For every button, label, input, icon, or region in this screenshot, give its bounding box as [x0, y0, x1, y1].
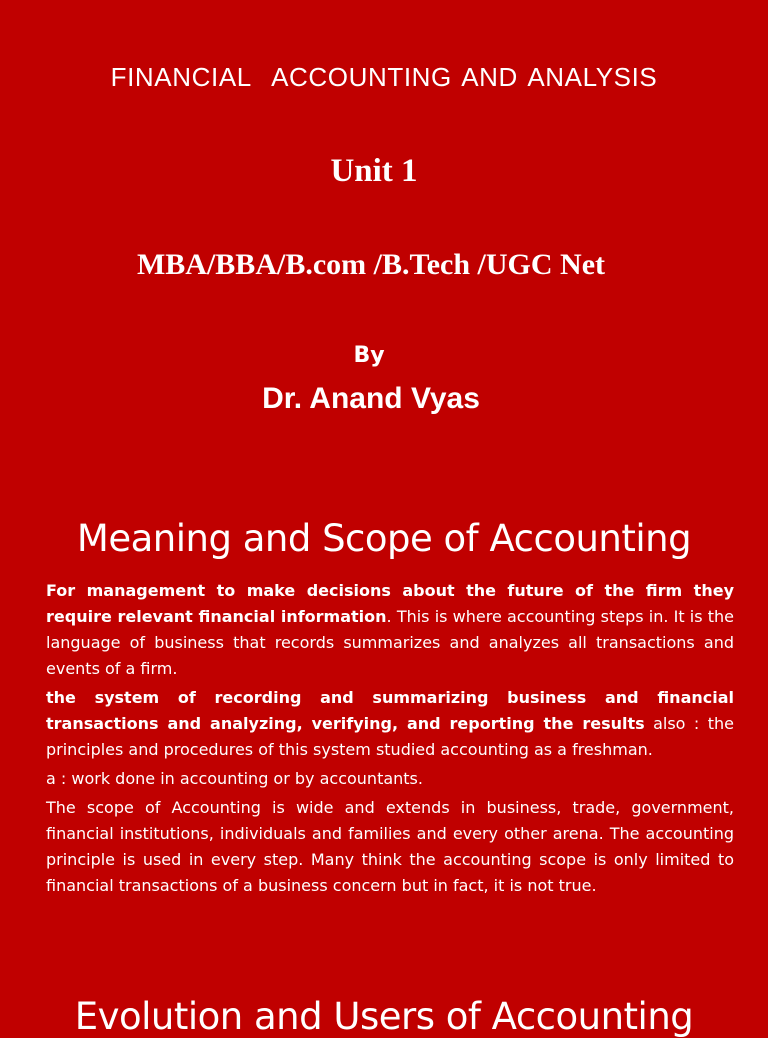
unit-label: Unit 1 [330, 153, 418, 189]
paragraph-1-bold: For management to make decisions about the future of the firm they require relevant financial information [46, 581, 734, 626]
paragraph-1-rest: . This is where accounting steps in. It is the language of business that records summarizes and analyzes all transactions and events of a firm. [46, 607, 734, 678]
paragraph-2-rest: also : the principles and procedures of this system studied accounting as a freshman. [46, 714, 735, 759]
paragraph-2-bold: the system of recording and summarizing business and financial transactions and analyzing, verifying, and reporting the results [46, 688, 734, 733]
next-section-heading: Evolution and Users of Accounting [74, 995, 694, 1038]
paragraph-2 [46, 685, 734, 763]
paragraph-1 [46, 578, 734, 682]
paragraph-4: The scope of Accounting is wide and extends in business, trade, government, financial institutions, individuals and families and every other arena. The accounting principle is used in every step. Many think the accounting scope is only limited to financial transactions of a business concern but in fact, it is not true. [46, 798, 734, 895]
section-body [46, 578, 734, 902]
author-name: Dr. Anand Vyas [262, 382, 480, 415]
paragraph-3: a : work done in accounting or by accountants. [46, 769, 423, 788]
section-heading: Meaning and Scope of Accounting [76, 517, 692, 560]
document-title: FINANCIAL ACCOUNTING AND ANALYSIS [110, 62, 658, 92]
by-label: By [353, 343, 385, 368]
programs-line: MBA/BBA/B.com /B.Tech /UGC Net [136, 248, 606, 281]
